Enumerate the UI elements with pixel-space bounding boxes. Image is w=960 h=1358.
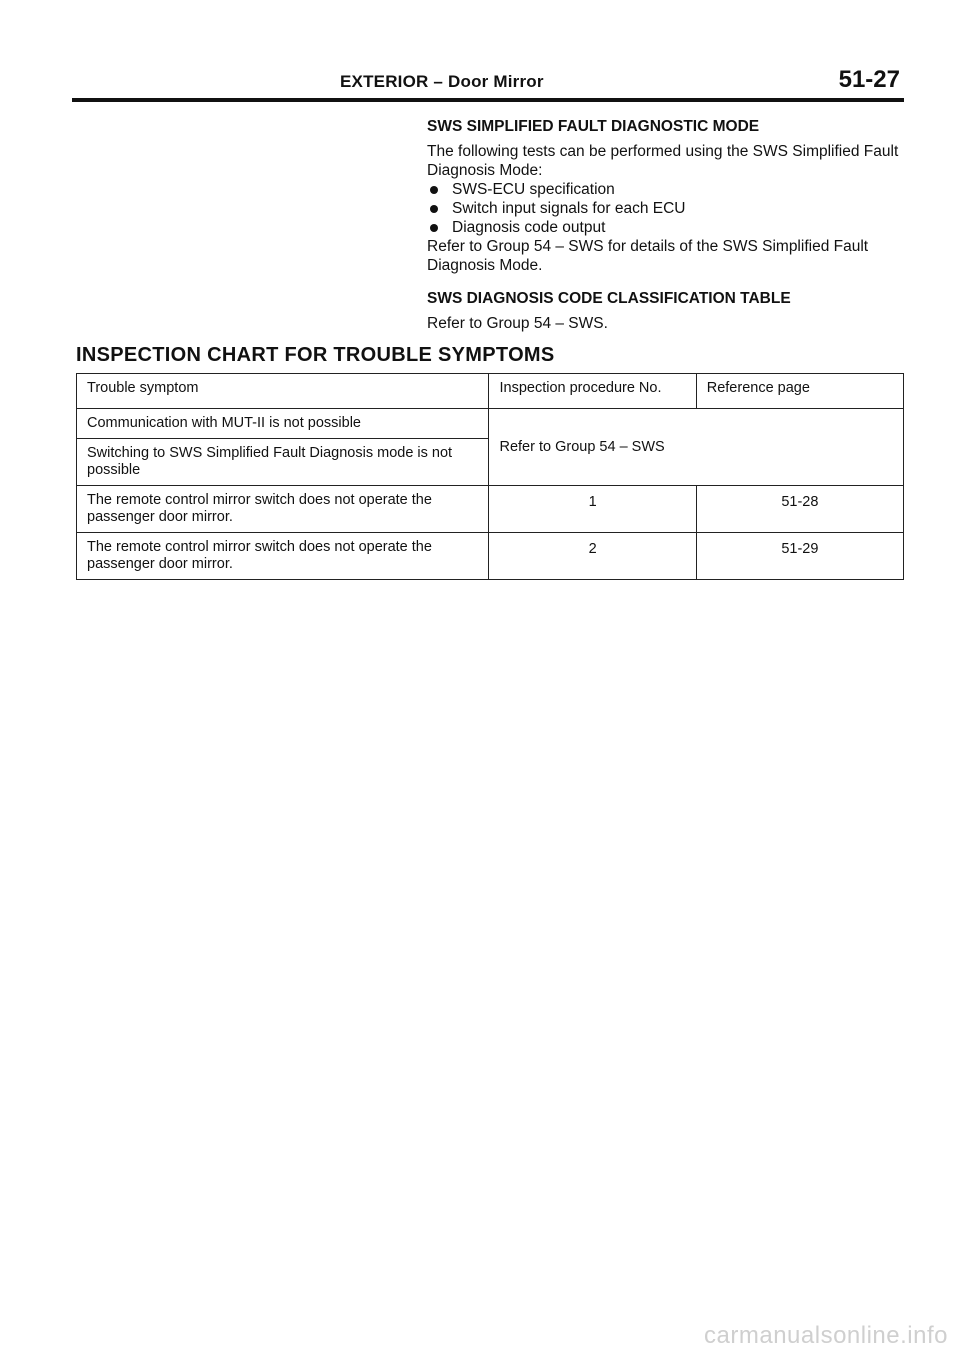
bullet-icon bbox=[430, 224, 438, 232]
column-header-trouble-symptom: Trouble symptom bbox=[77, 374, 489, 409]
sws-mode-intro: The following tests can be performed using the SWS Simplified Fault Diagnosis Mode: bbox=[427, 143, 899, 179]
inspection-chart-table bbox=[76, 373, 904, 580]
header-rule bbox=[72, 98, 904, 102]
bullet-icon bbox=[430, 205, 438, 213]
bullet-icon bbox=[430, 186, 438, 194]
inspection-chart-heading: INSPECTION CHART FOR TROUBLE SYMPTOMS bbox=[76, 344, 555, 366]
table-header-row bbox=[77, 374, 904, 409]
symptom-cell: The remote control mirror switch does not operate the passenger door mirror. bbox=[77, 486, 489, 533]
header-title: EXTERIOR – Door Mirror bbox=[340, 72, 544, 91]
list-item: Switch input signals for each ECU bbox=[427, 199, 907, 218]
merged-reference-cell: Refer to Group 54 – SWS bbox=[489, 409, 904, 486]
symptom-cell: Communication with MUT-II is not possible bbox=[77, 409, 489, 439]
sws-mode-section bbox=[427, 117, 907, 333]
page-number: 51-27 bbox=[838, 66, 900, 93]
sws-mode-bullet-list bbox=[427, 180, 907, 237]
classification-refer: Refer to Group 54 – SWS. bbox=[427, 315, 608, 332]
watermark-text: carmanualsonline.info bbox=[704, 1322, 948, 1349]
page-cell: 51-29 bbox=[696, 533, 903, 580]
procedure-cell: 1 bbox=[489, 486, 696, 533]
sws-mode-heading: SWS SIMPLIFIED FAULT DIAGNOSTIC MODE bbox=[427, 118, 760, 135]
procedure-cell: 2 bbox=[489, 533, 696, 580]
classification-heading: SWS DIAGNOSIS CODE CLASSIFICATION TABLE bbox=[427, 290, 791, 307]
table-row bbox=[77, 533, 904, 580]
list-item: SWS-ECU specification bbox=[427, 180, 907, 199]
table-row bbox=[77, 409, 904, 439]
column-header-procedure-no: Inspection procedure No. bbox=[489, 374, 696, 409]
list-item: Diagnosis code output bbox=[427, 218, 907, 237]
symptom-cell: The remote control mirror switch does not operate the passenger door mirror. bbox=[77, 533, 489, 580]
table-row bbox=[77, 486, 904, 533]
column-header-reference-page: Reference page bbox=[696, 374, 903, 409]
symptom-cell: Switching to SWS Simplified Fault Diagnosis mode is not possible bbox=[77, 439, 489, 486]
page-cell: 51-28 bbox=[696, 486, 903, 533]
sws-mode-refer: Refer to Group 54 – SWS for details of the SWS Simplified Fault Diagnosis Mode. bbox=[427, 238, 869, 274]
